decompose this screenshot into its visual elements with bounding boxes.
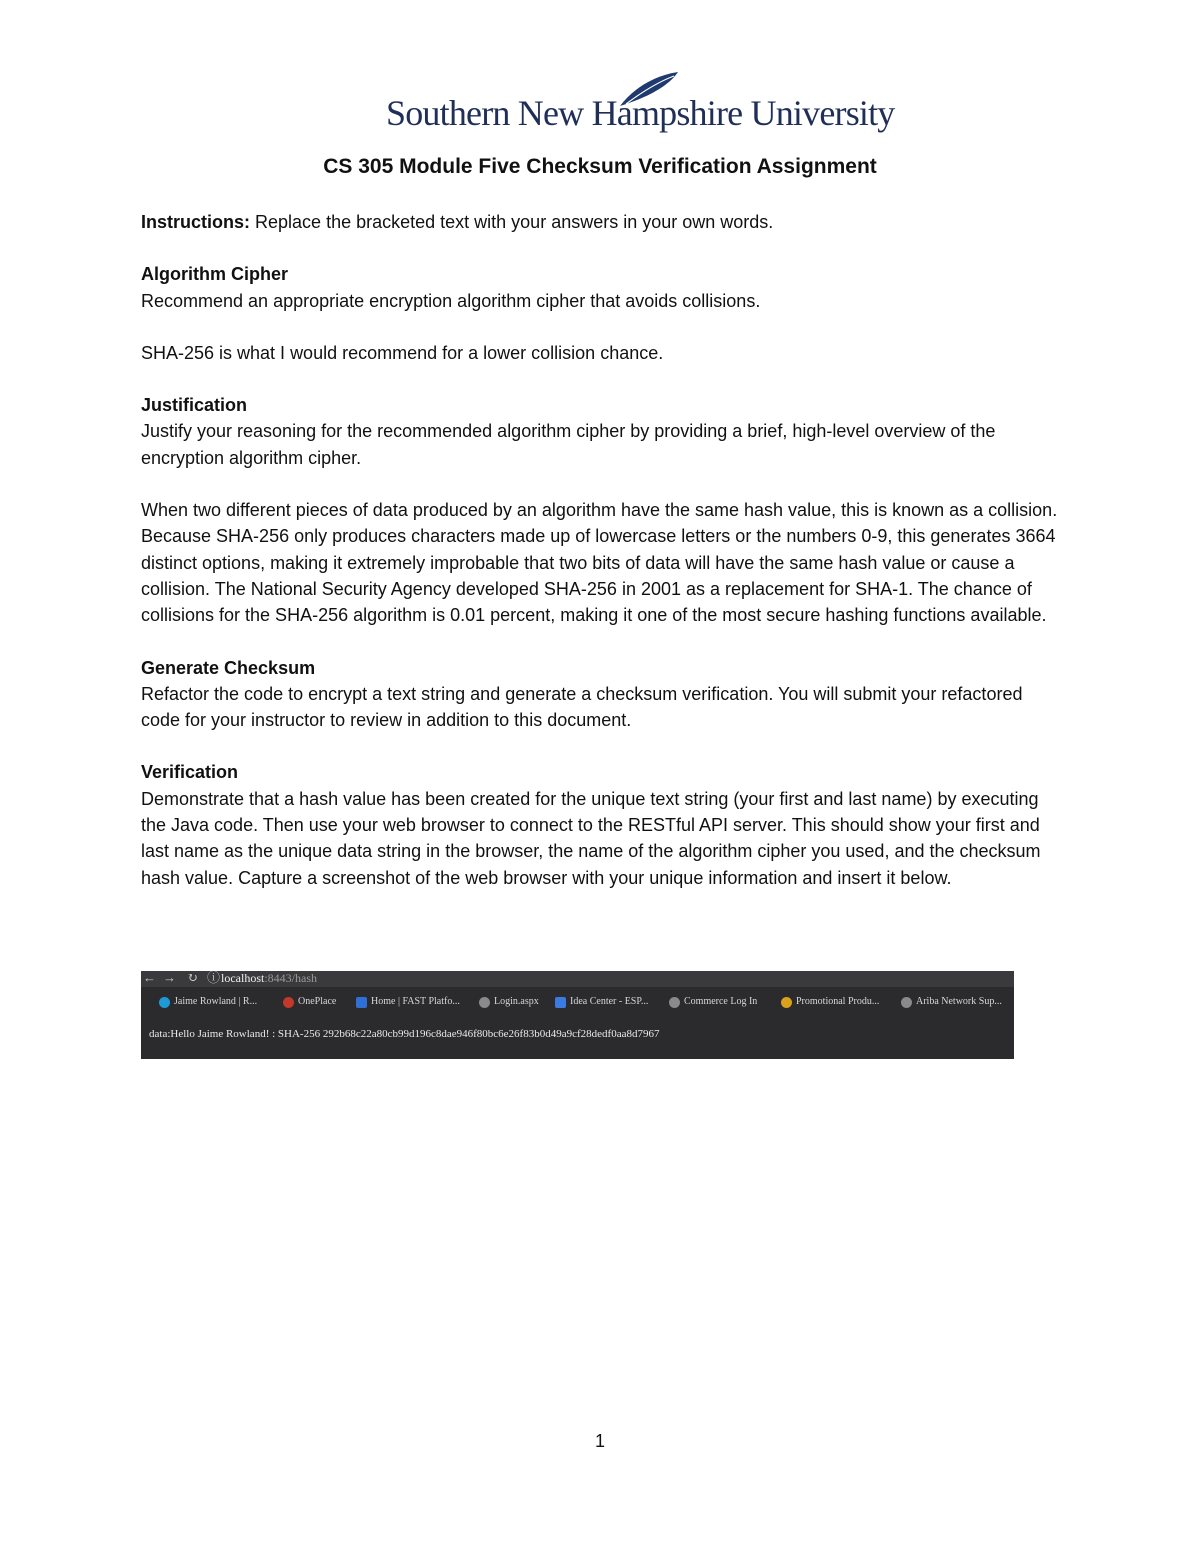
checksum-heading: Generate Checksum: [141, 657, 316, 678]
bookmark-item: OnePlace: [283, 991, 336, 1013]
bookmark-item: Jaime Rowland | R...: [159, 991, 257, 1013]
flower-icon: [283, 997, 294, 1008]
bookmark-item: Idea Center - ESP...: [555, 991, 648, 1013]
page-number: 1: [594, 1431, 605, 1451]
bookmark-item: Login.aspx: [479, 991, 539, 1013]
f-logo-icon: [356, 997, 367, 1008]
promo-icon: [781, 997, 792, 1008]
bookmark-item: Home | FAST Platfo...: [356, 991, 460, 1013]
instructions-text: Replace the bracketed text with your answers in your own words.: [255, 212, 774, 232]
verification-prompt: Demonstrate that a hash value has been created for the unique text string (your first and last name) by executing the Java code. Then use your web browser to connect to the RESTful API server. This should show your first and last name as the unique data string in the browser, the name of the algorithm cipher you used, and the checksum hash value. Capture a screenshot of the web browser with your unique information and insert it below.: [141, 788, 1041, 888]
algorithm-prompt: Recommend an appropriate encryption algorithm cipher that avoids collisions.: [141, 290, 761, 311]
idea-icon: [555, 997, 566, 1008]
verification-heading: Verification: [141, 762, 239, 783]
page-title: CS 305 Module Five Checksum Verification Assignment: [323, 155, 877, 178]
url-text: localhost:8443/hash: [221, 971, 317, 985]
justification-prompt: Justify your reasoning for the recommended algorithm cipher by providing a brief, high-level overview of the encryption algorithm cipher.: [141, 421, 996, 468]
globe-icon: [479, 997, 490, 1008]
algorithm-heading: Algorithm Cipher: [141, 264, 288, 285]
bookmark-item: Ariba Network Sup...: [901, 991, 1002, 1013]
back-arrow-icon: ←: [143, 971, 156, 985]
bookmarks-bar: [141, 991, 1014, 1013]
globe-icon: [901, 997, 912, 1008]
reload-icon: ↻: [187, 971, 198, 985]
bookmark-item: Promotional Produ...: [781, 991, 879, 1013]
browser-address-bar: [141, 971, 1014, 987]
info-icon: ⓘ: [207, 971, 221, 985]
bookmark-item: Commerce Log In: [669, 991, 757, 1013]
document-body: [141, 209, 1066, 891]
justification-heading: Justification: [141, 395, 248, 416]
hash-output: data:Hello Jaime Rowland! : SHA-256 292b68c22a80cb99d196c8dae946f80bc6e26f83b0d49a9cf28dedf0aa8d7967: [149, 1028, 660, 1040]
forward-arrow-icon: →: [163, 971, 176, 985]
instructions: [141, 209, 1066, 235]
checksum-prompt: Refactor the code to encrypt a text string and generate a checksum verification. You will submit your refactored code for your instructor to review in addition to this document.: [141, 683, 1023, 731]
justification-answer: When two different pieces of data produced by an algorithm have the same hash value, this is known as a collision. Because SHA-256 only produces characters made up of lowercase letters or the numbers 0-9, this generates 3664 distinct options, making it extremely improbable that two bits of data will have the same hash value or cause a collision. The National Security Agency developed SHA-256 in 2001 as a replacement for SHA-1. The chance of collisions for the SHA-256 algorithm is 0.01 percent, making it one of the most secure hashing functions available.: [141, 500, 1058, 626]
algorithm-answer: SHA-256 is what I would recommend for a lower collision chance.: [141, 342, 664, 363]
logo-text: Southern New Hampshire University: [386, 93, 895, 133]
globe-icon: [669, 997, 680, 1008]
university-logo: [386, 70, 895, 138]
cloud-icon: [159, 997, 170, 1008]
browser-screenshot: [141, 971, 1014, 1059]
instructions-label: Instructions:: [141, 212, 251, 232]
